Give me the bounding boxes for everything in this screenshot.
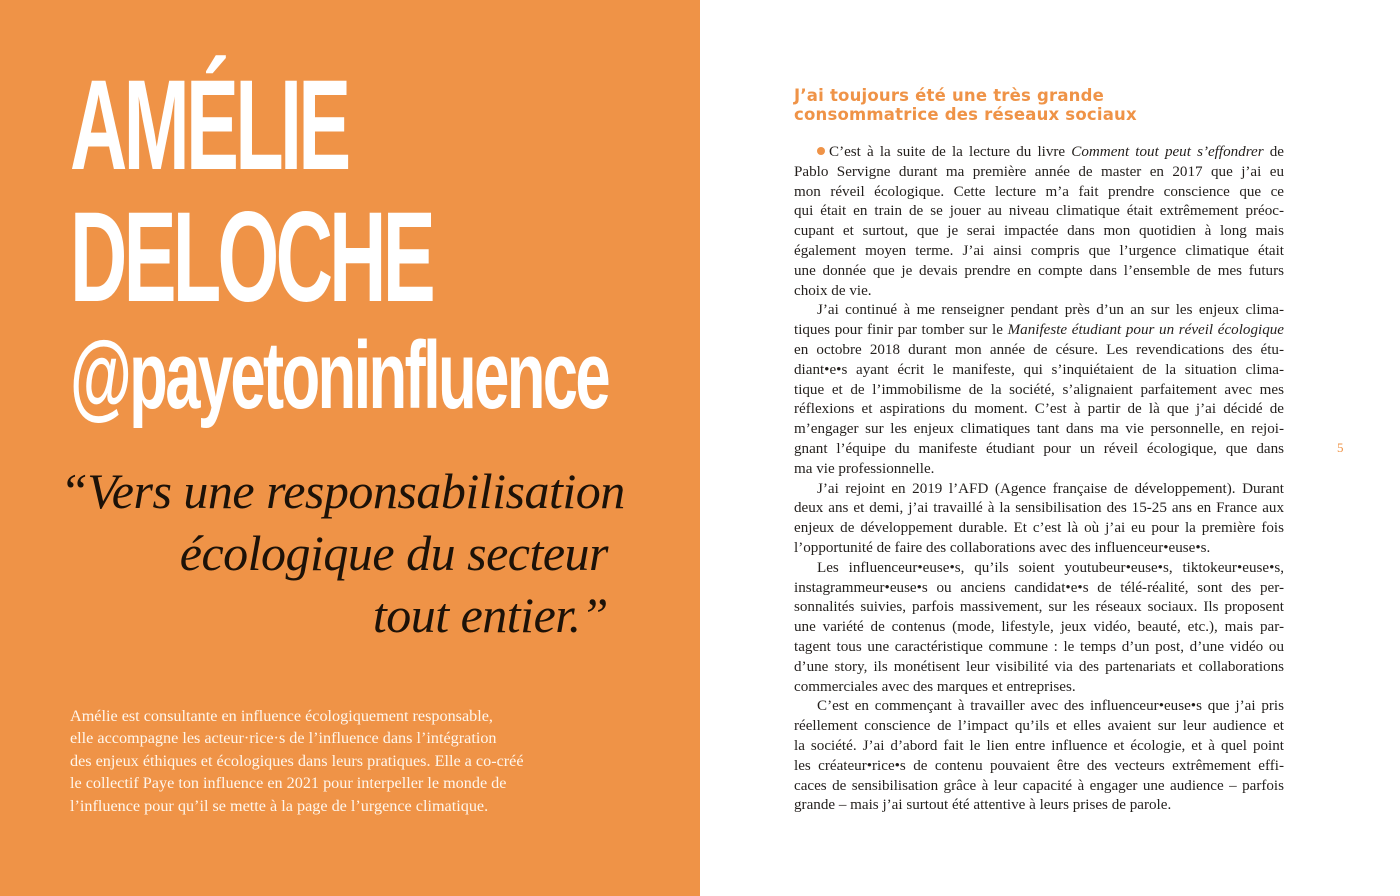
text-line <box>794 202 1284 222</box>
text-run: l’opportunité de faire des collaborations avec des influenceur•euse•s. <box>794 539 1211 556</box>
text-run: caces de sensibilisation grâce à leur capacité à engager une audience – parfois <box>794 777 1284 794</box>
text-line <box>794 242 1284 262</box>
page-number: 5 <box>1337 440 1344 455</box>
text-run: m’engager sur les enjeux climatiques tant dans ma vie personnelle, en rejoi- <box>794 421 1284 438</box>
social-handle: @payetoninfluence <box>70 322 608 429</box>
body-paragraph <box>794 697 1284 816</box>
bio-line: Amélie est consultante en influence écologiquement responsable, <box>70 707 493 725</box>
author-bio <box>70 705 590 817</box>
text-run: qui était en train de se jouer au niveau climatique était extrêmement préoc- <box>794 203 1284 220</box>
quote-line: tout entier.” <box>372 587 608 643</box>
text-line <box>794 638 1284 658</box>
quote-line: écologique du secteur <box>179 525 608 581</box>
body-paragraph <box>794 559 1284 698</box>
text-run: mon réveil écologique. Cette lecture m’a fait prendre conscience que ce <box>794 183 1284 200</box>
text-line <box>794 678 1284 698</box>
text-run: en octobre 2018 durant mon année de césure. Les revendications des étu- <box>794 341 1284 358</box>
body-paragraph <box>794 301 1284 479</box>
text-line <box>794 519 1284 539</box>
text-run: enjeux de développement durable. Et c’est là où j’ai eu pour la première fois <box>794 520 1284 537</box>
text-run: de <box>1263 144 1284 160</box>
book-title: Comment tout peut s’effondrer <box>1071 144 1264 160</box>
text-line <box>794 400 1284 420</box>
text-run: la société. J’ai d’abord fait le lien entre influence et écologie, et à quel point <box>794 737 1284 754</box>
body-paragraph <box>794 143 1284 301</box>
text-line <box>794 777 1284 797</box>
text-run: J’ai continué à me renseigner pendant près d’un an sur les enjeux clima- <box>817 302 1284 319</box>
text-run: C’est en commençant à travailler avec des influenceur•euse•s que j’ai pris <box>817 698 1284 715</box>
text-run: Pablo Servigne durant ma première année de master en 2017 que j’ai eu <box>794 163 1284 180</box>
text-line <box>794 440 1284 460</box>
text-run: ma vie professionnelle. <box>794 460 935 477</box>
body-paragraph <box>794 480 1284 559</box>
text-run: une donnée que je devais prendre en compte dans l’ensemble de mes futurs <box>794 262 1284 279</box>
heading-line: consommatrice des réseaux sociaux <box>794 105 1137 124</box>
text-run: une variété de contenus (mode, lifestyle, jeux vidéo, beauté, etc.), mais par- <box>794 619 1284 636</box>
book-title: Manifeste étudiant pour un réveil écologique <box>1007 322 1284 339</box>
text-line <box>794 301 1284 321</box>
text-line <box>794 321 1284 341</box>
text-run: tiques pour finir par tomber sur le <box>794 322 1008 339</box>
text-line <box>794 598 1284 618</box>
text-line <box>794 499 1284 519</box>
text-run: J’ai rejoint en 2019 l’AFD (Agence française de développement). Durant <box>817 480 1284 497</box>
text-line <box>794 539 1284 559</box>
text-run: d’une story, ils monétisent leur visibilité via des partenariats et collaborations <box>794 658 1284 675</box>
body-text <box>794 143 1284 816</box>
bio-line: elle accompagne les acteur·rice·s de l’influence dans l’intégration <box>70 729 497 748</box>
text-run: grande – mais j’ai surtout été attentive à leurs prises de parole. <box>794 797 1172 814</box>
text-run: les créateur•rice•s de contenu pouvaient être des vecteurs extrêmement effi- <box>794 757 1284 774</box>
text-run: également moyen terme. J’ai ainsi compris que l’urgence climatique était <box>794 242 1284 259</box>
text-run: sonnalités suivies, parfois massivement, sur les réseaux sociaux. Ils proposent <box>794 599 1284 616</box>
heading-line: J’ai toujours été une très grande <box>794 86 1105 105</box>
text-line <box>794 163 1284 183</box>
text-run: instagrammeur•euse•s ou anciens candidat•e•s de télé-réalité, sont des per- <box>794 579 1284 596</box>
text-run: Les influenceur•euse•s, qu’ils soient youtubeur•euse•s, tiktokeur•euse•s, <box>817 559 1284 576</box>
text-line <box>794 282 1284 302</box>
text-line <box>794 618 1284 638</box>
bullet-dot-icon <box>817 147 825 155</box>
text-run: commerciales avec des marques et entreprises. <box>794 678 1076 695</box>
bio-line: le collectif Paye ton influence en 2021 pour interpeller le monde de <box>70 774 507 793</box>
text-line <box>794 143 1284 163</box>
author-first-name: AMÉLIE <box>70 54 348 197</box>
text-line <box>794 757 1284 777</box>
author-last-name: DELOCHE <box>70 186 432 329</box>
text-line <box>794 460 1284 480</box>
text-run: diant•e•s ayant écrit le manifeste, qui s’inquiétaient de la situation clima- <box>794 361 1284 378</box>
text-line <box>794 717 1284 737</box>
text-run: réflexions et aspirations du moment. C’est à partir de là que j’ai décidé de <box>794 401 1284 418</box>
text-run: gnant l’équipe du manifeste étudiant pour un réveil écologique, que dans <box>794 440 1284 457</box>
text-line <box>794 183 1284 203</box>
text-run: réellement conscience de l’impact qu’ils et elles avaient sur leur audience et <box>794 718 1284 735</box>
text-line <box>794 381 1284 401</box>
text-line <box>794 361 1284 381</box>
text-line <box>794 341 1284 361</box>
quote-line: “Vers une responsabilisation <box>60 463 625 519</box>
bio-line: des enjeux éthiques et écologiques dans leurs pratiques. Elle a co-créé <box>70 751 524 770</box>
text-line <box>794 579 1284 599</box>
text-run: choix de vie. <box>794 282 872 299</box>
section-heading <box>794 86 1254 124</box>
text-line <box>794 796 1284 816</box>
text-line <box>794 658 1284 678</box>
pull-quote <box>60 460 625 646</box>
bio-line: l’influence pour qu’il se mette à la page de l’urgence climatique. <box>70 796 489 815</box>
text-line <box>794 222 1284 242</box>
text-line <box>794 559 1284 579</box>
text-line <box>794 420 1284 440</box>
text-run: deux ans et demi, j’ai travaillé à la sensibilisation des 15-25 ans en France aux <box>794 500 1284 517</box>
text-run: cupant et surtout, que je serai impactée dans mon quotidien à long mais <box>794 223 1284 240</box>
text-line <box>794 262 1284 282</box>
text-run: C’est à la suite de la lecture du livre <box>829 144 1072 160</box>
text-line <box>794 737 1284 757</box>
text-run: tagent tous une caractéristique commune : le temps d’un post, d’une vidéo ou <box>794 638 1284 655</box>
text-run: tique et de l’immobilisme de la société, s’alignaient parfaitement avec mes <box>794 381 1284 398</box>
text-line <box>794 480 1284 500</box>
text-line <box>794 697 1284 717</box>
